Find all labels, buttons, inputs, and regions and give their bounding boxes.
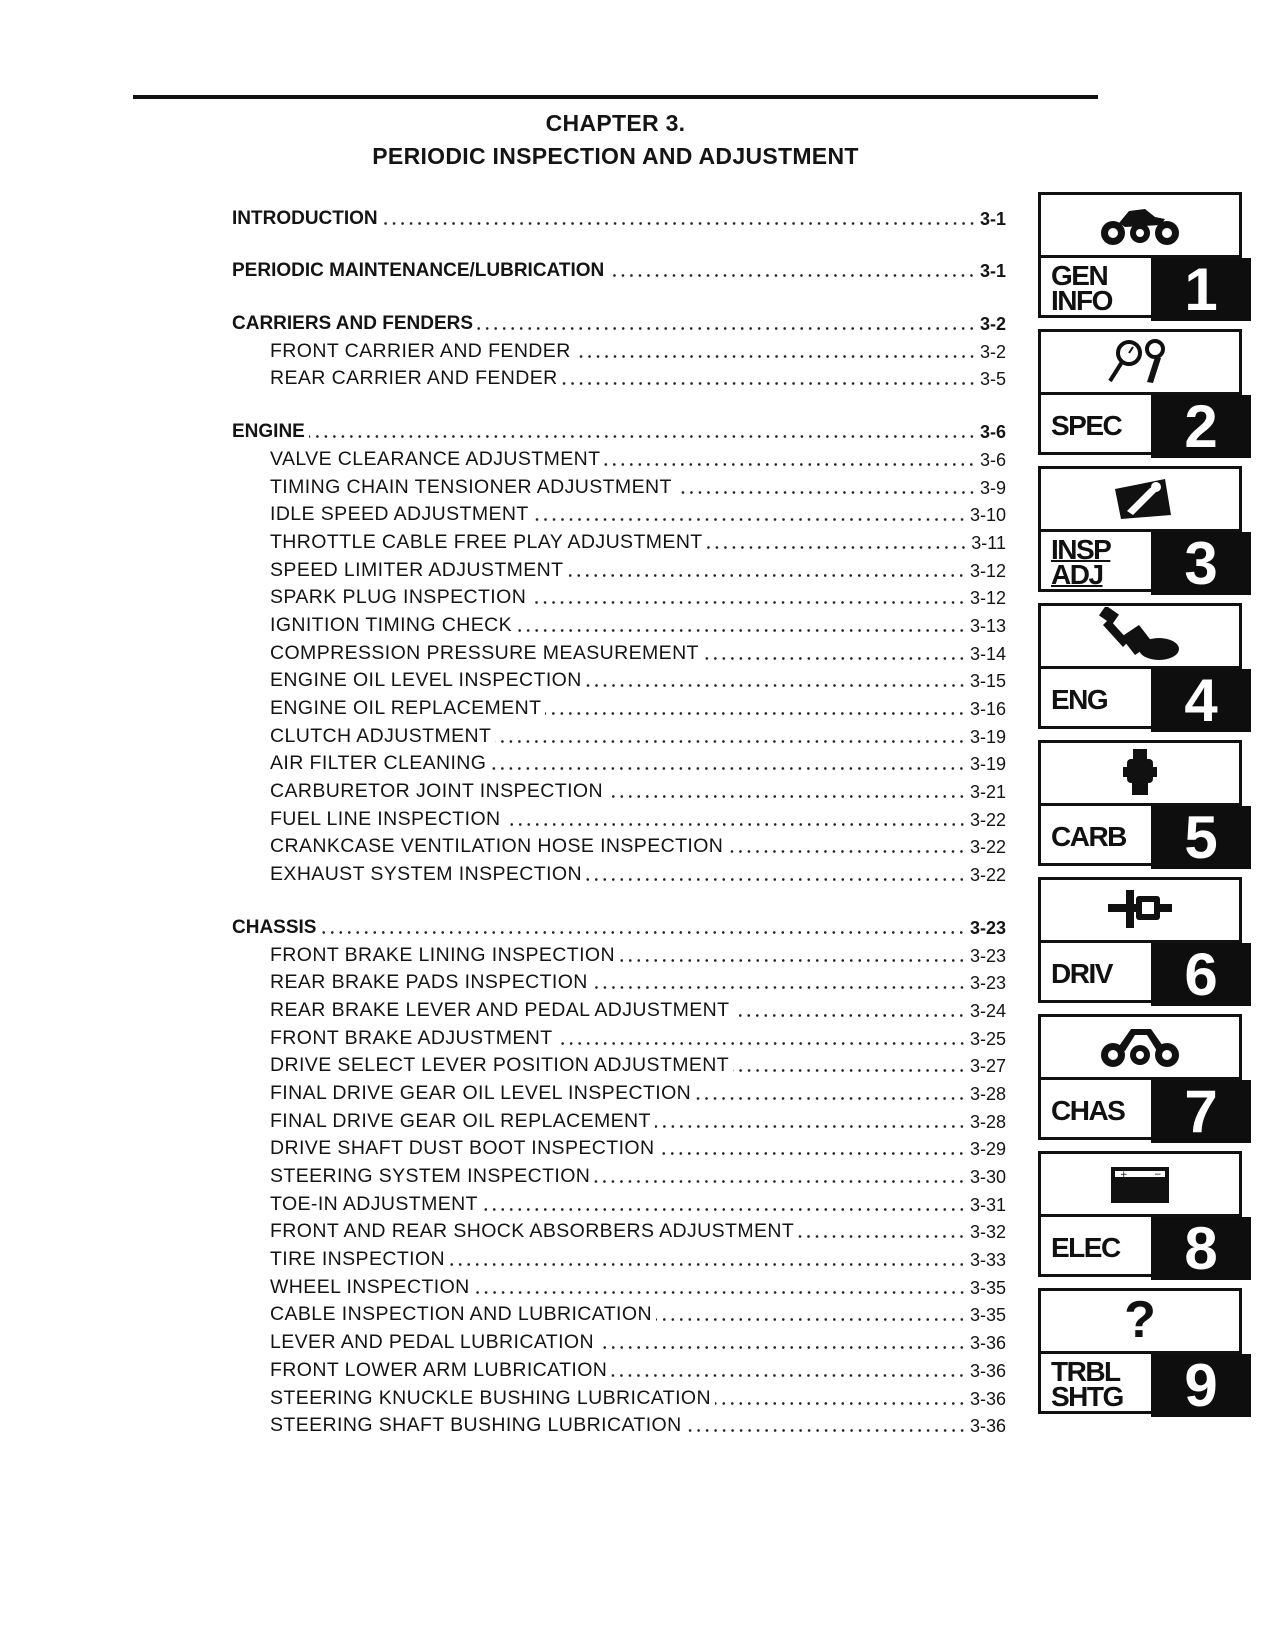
toc-entry-page: 3-19 (969, 754, 1006, 775)
toc-entry-page: 3-2 (979, 341, 1006, 362)
toc-entry-title: WHEEL INSPECTION (270, 1275, 470, 1298)
toc-entry-page: 3-35 (969, 1305, 1006, 1326)
dot-leader (707, 546, 968, 549)
toc-entry[interactable] (232, 499, 1006, 527)
toc-entry-title: FRONT BRAKE ADJUSTMENT (270, 1026, 553, 1049)
tab-number: 4 (1151, 669, 1251, 732)
toc-entry-title: REAR BRAKE LEVER AND PEDAL ADJUSTMENT (270, 998, 730, 1021)
dot-leader (598, 1346, 966, 1349)
toc-entry-page: 3-6 (979, 449, 1006, 470)
toc-entry-page: 3-14 (969, 643, 1006, 664)
section-tabs (1038, 192, 1250, 1425)
tab-label-line: CARB (1051, 820, 1126, 852)
toc-entry-title: FINAL DRIVE GEAR OIL REPLACEMENT (270, 1109, 651, 1132)
section-tab-2[interactable] (1038, 329, 1250, 460)
dot-leader (715, 1402, 966, 1405)
tab-frame (1038, 1151, 1242, 1282)
toc-entry-title: ENGINE (232, 421, 305, 443)
dot-leader (727, 850, 966, 853)
tab-number: 3 (1151, 532, 1251, 595)
dot-leader (562, 382, 976, 385)
dot-leader (586, 878, 966, 881)
toc-entry-title: FINAL DRIVE GEAR OIL LEVEL INSPECTION (270, 1081, 692, 1104)
toc-entry-page: 3-29 (969, 1139, 1006, 1160)
toc-entry[interactable] (232, 1410, 1006, 1438)
toc-entry-title: LEVER AND PEDAL LUBRICATION (270, 1331, 594, 1354)
toc-group (232, 307, 1006, 390)
toc-entry-page: 3-11 (971, 532, 1006, 553)
tab-label-line: TRBL (1051, 1356, 1120, 1387)
toc-entry[interactable] (232, 720, 1006, 748)
tab-label-line: ADJ (1051, 559, 1103, 590)
toc-entry[interactable] (232, 335, 1006, 363)
toc-section-heading[interactable] (232, 255, 1006, 283)
section-tab-5[interactable] (1038, 740, 1250, 871)
toc-entry-title: FUEL LINE INSPECTION (270, 807, 501, 830)
dot-leader (505, 823, 966, 826)
toc-entry[interactable] (232, 609, 1006, 637)
toc-entry-page: 3-10 (969, 505, 1006, 526)
tab-label-row (1041, 803, 1239, 871)
tab-frame (1038, 1014, 1242, 1145)
dot-leader (655, 1125, 966, 1128)
toc-section-heading[interactable] (232, 202, 1006, 230)
tab-number: 2 (1151, 395, 1251, 458)
toc-entry-title: CLUTCH ADJUSTMENT (270, 724, 492, 747)
toc-entry-page: 3-30 (969, 1167, 1006, 1187)
tab-label (1051, 806, 1126, 866)
toc-entry[interactable] (232, 363, 1006, 391)
dot-leader (477, 327, 976, 330)
toc-entry-page: 3-27 (969, 1056, 1006, 1077)
tab-frame (1038, 466, 1242, 597)
dot-leader (530, 601, 966, 604)
toc-entry[interactable] (232, 831, 1006, 859)
toc-entry-title: CRANKCASE VENTILATION HOSE INSPECTION (270, 835, 724, 858)
dot-leader (490, 767, 966, 770)
tools-icon (1041, 332, 1239, 390)
tab-number: 1 (1151, 258, 1251, 321)
section-tab-9[interactable] (1038, 1288, 1250, 1419)
toc-entry-page: 3-23 (969, 917, 1006, 938)
toc-group (232, 202, 1006, 230)
chapter-title: PERIODIC INSPECTION AND ADJUSTMENT (372, 143, 859, 169)
toc-entry-title: STEERING SYSTEM INSPECTION (270, 1165, 591, 1187)
toc-entry[interactable] (232, 1105, 1006, 1133)
tab-label-row (1041, 666, 1239, 734)
toc-entry-title: EXHAUST SYSTEM INSPECTION (270, 863, 582, 886)
toc-entry-title: ENGINE OIL LEVEL INSPECTION (270, 669, 582, 692)
toc-entry[interactable] (232, 967, 1006, 995)
toc-section-heading[interactable] (232, 415, 1006, 443)
dot-leader (608, 274, 976, 277)
toc-entry-page: 3-32 (969, 1222, 1006, 1243)
toc-entry-page: 3-24 (969, 1000, 1006, 1021)
toc-entry-page: 3-35 (969, 1277, 1006, 1298)
toc-entry[interactable] (232, 1160, 1006, 1188)
toc-entry[interactable] (232, 1354, 1006, 1382)
toc-entry[interactable] (232, 1299, 1006, 1327)
toc-entry-page: 3-1 (979, 208, 1006, 229)
toc-entry-title: DRIVE SELECT LEVER POSITION ADJUSTMENT (270, 1054, 730, 1077)
toc-entry[interactable] (232, 554, 1006, 582)
toc-entry[interactable] (232, 1077, 1006, 1105)
question-icon: ? (1124, 1291, 1156, 1349)
tab-label-line: ELEC (1051, 1231, 1120, 1263)
toc-entry-page: 3-1 (979, 261, 1006, 282)
toc-entry[interactable] (232, 1050, 1006, 1078)
toc-entry-title: ENGINE OIL REPLACEMENT (270, 697, 542, 719)
toc-group (232, 415, 1006, 886)
dot-leader (474, 1291, 966, 1294)
toc-entry-title: FRONT LOWER ARM LUBRICATION (270, 1358, 608, 1381)
toc-entry-title: TOE-IN ADJUSTMENT (270, 1192, 478, 1215)
toc-entry-page: 3-28 (969, 1083, 1006, 1104)
toc-entry-title: TIRE INSPECTION (270, 1248, 446, 1271)
dot-leader (382, 222, 976, 225)
toc-entry[interactable] (232, 858, 1006, 886)
toc-entry[interactable] (232, 665, 1006, 693)
toc-entry-page: 3-6 (979, 422, 1006, 443)
tab-label (1051, 1080, 1124, 1140)
tab-label-line: CHAS (1051, 1094, 1125, 1126)
toc-entry-page: 3-22 (969, 865, 1006, 886)
toc-entry-title: SPEED LIMITER ADJUSTMENT (270, 558, 564, 581)
tab-label (1051, 1217, 1120, 1277)
chapter-number: CHAPTER 3. (545, 110, 686, 136)
toc-entry-page: 3-13 (969, 615, 1006, 636)
toc-group (232, 911, 1006, 1437)
tab-number: 9 (1151, 1354, 1251, 1417)
toc-entry-page: 3-23 (969, 973, 1006, 994)
svg-text:+: + (1120, 1170, 1128, 1180)
tab-label (1051, 669, 1107, 729)
toc-entry-page: 3-12 (969, 560, 1006, 581)
dot-leader (656, 1318, 966, 1321)
tab-label-row (1041, 1351, 1239, 1419)
tab-frame (1038, 329, 1242, 460)
tab-number: 8 (1151, 1217, 1251, 1280)
toc-entry-page: 3-36 (969, 1416, 1006, 1437)
dot-leader (798, 1235, 966, 1238)
toc-entry[interactable] (232, 1326, 1006, 1354)
toc-entry[interactable] (232, 939, 1006, 967)
toc-entry-title: REAR CARRIER AND FENDER (270, 367, 558, 390)
toc-entry-title: FRONT BRAKE LINING INSPECTION (270, 943, 615, 966)
toc-entry-page: 3-22 (969, 809, 1006, 830)
toc-entry[interactable] (232, 1022, 1006, 1050)
toc-entry-title: STEERING SHAFT BUSHING LUBRICATION (270, 1414, 682, 1437)
tab-label-line: GEN (1051, 260, 1108, 291)
dot-leader (449, 1263, 966, 1266)
toc-entry-title: IGNITION TIMING CHECK (270, 613, 513, 636)
toc-entry-page: 3-12 (969, 588, 1006, 609)
svg-text:−: − (1154, 1170, 1162, 1180)
toc-entry[interactable] (232, 994, 1006, 1022)
dot-leader (586, 684, 966, 687)
toc-entry-page: 3-36 (969, 1360, 1006, 1381)
toc-entry-page: 3-28 (969, 1111, 1006, 1132)
atv-icon (1041, 195, 1239, 253)
toc-entry[interactable] (232, 471, 1006, 499)
toc-entry-page: 3-23 (969, 945, 1006, 966)
toc-entry[interactable] (232, 775, 1006, 803)
toc-entry[interactable] (232, 748, 1006, 776)
dot-leader (567, 574, 965, 577)
tab-label-line: INSP (1051, 534, 1111, 565)
dot-leader (594, 1180, 966, 1183)
toc-entry[interactable] (232, 526, 1006, 554)
toc-entry-page: 3-25 (969, 1028, 1006, 1049)
toc-entry-title: FRONT AND REAR SHOCK ABSORBERS ADJUSTMENT (270, 1220, 795, 1243)
tab-frame (1038, 192, 1242, 323)
toc-entry-title: VALVE CLEARANCE ADJUSTMENT (270, 447, 601, 470)
toc-entry[interactable] (232, 1133, 1006, 1161)
dot-leader (619, 959, 966, 962)
toc-entry-title: CARRIERS AND FENDERS (232, 313, 474, 335)
dot-leader (695, 1097, 966, 1100)
dot-leader (604, 463, 976, 466)
dot-leader (516, 629, 966, 632)
chassis-icon (1041, 1017, 1239, 1075)
toc-entry-page: 3-9 (979, 477, 1006, 498)
dot-leader (676, 491, 976, 494)
toc-entry-title: REAR BRAKE PADS INSPECTION (270, 971, 588, 994)
dot-leader (611, 1374, 966, 1377)
toc-entry[interactable] (232, 582, 1006, 610)
section-tab-8[interactable] (1038, 1151, 1250, 1282)
tab-frame (1038, 1288, 1242, 1419)
dot-leader (733, 1014, 966, 1017)
tab-label-line: INFO (1051, 285, 1112, 316)
dot-leader (607, 795, 966, 798)
toc-entry-title: PERIODIC MAINTENANCE/LUBRICATION (232, 260, 605, 282)
toc-section-heading[interactable] (232, 307, 1006, 335)
toc-entry-title: SPARK PLUG INSPECTION (270, 586, 527, 609)
dot-leader (658, 1152, 966, 1155)
dot-leader (733, 1069, 966, 1072)
dot-leader (482, 1208, 966, 1211)
toc-entry[interactable] (232, 1382, 1006, 1410)
toc-entry-page: 3-5 (979, 369, 1006, 390)
toc-entry[interactable] (232, 692, 1006, 720)
toc-entry[interactable] (232, 803, 1006, 831)
toc-entry[interactable] (232, 1243, 1006, 1271)
tab-label-row (1041, 529, 1239, 597)
toc-entry-title: TIMING CHAIN TENSIONER ADJUSTMENT (270, 475, 672, 498)
dot-leader (686, 1429, 966, 1432)
toc-entry-title: CHASSIS (232, 916, 317, 938)
wrench-icon (1041, 469, 1239, 527)
tab-label (1051, 943, 1112, 1003)
tab-label (1051, 258, 1112, 318)
toc-entry-page: 3-15 (969, 671, 1006, 692)
top-rule (133, 95, 1098, 99)
tab-label-line: SHTG (1051, 1381, 1123, 1412)
tab-frame (1038, 740, 1242, 871)
toc-entry-title: INTRODUCTION (232, 207, 378, 229)
dot-leader (533, 518, 966, 521)
toc-section-heading[interactable] (232, 911, 1006, 939)
toc-entry-page: 3-2 (979, 314, 1006, 335)
toc-entry-title: COMPRESSION PRESSURE MEASUREMENT (270, 641, 699, 664)
toc-entry-page: 3-36 (969, 1333, 1006, 1354)
tab-label-row (1041, 392, 1239, 460)
engine-icon (1041, 606, 1239, 664)
toc-entry-title: DRIVE SHAFT DUST BOOT INSPECTION (270, 1137, 655, 1160)
toc-entry-title: CABLE INSPECTION AND LUBRICATION (270, 1303, 652, 1326)
dot-leader (545, 712, 966, 715)
toc-entry-title: CARBURETOR JOINT INSPECTION (270, 780, 603, 803)
table-of-contents (232, 202, 1006, 1462)
tab-label-line: SPEC (1051, 409, 1122, 441)
section-tab-1[interactable] (1038, 192, 1250, 323)
tab-label-line: DRIV (1051, 957, 1112, 989)
tab-label-line: ENG (1051, 683, 1108, 715)
tab-label-row (1041, 1214, 1239, 1282)
drive-shaft-icon (1041, 880, 1239, 938)
toc-entry-page: 3-21 (969, 782, 1006, 803)
dot-leader (309, 435, 976, 438)
toc-group (232, 255, 1006, 283)
dot-leader (320, 931, 966, 934)
toc-entry-title: IDLE SPEED ADJUSTMENT (270, 503, 529, 526)
dot-leader (592, 986, 966, 989)
toc-entry-page: 3-16 (969, 699, 1006, 719)
toc-entry[interactable] (232, 1271, 1006, 1299)
toc-entry-title: AIR FILTER CLEANING (270, 752, 487, 775)
toc-entry-title: STEERING KNUCKLE BUSHING LUBRICATION (270, 1386, 711, 1409)
dot-leader (575, 355, 976, 358)
tab-label (1051, 532, 1110, 592)
tab-number: 5 (1151, 806, 1251, 869)
toc-entry-page: 3-33 (969, 1250, 1006, 1271)
toc-entry[interactable] (232, 443, 1006, 471)
tab-number: 6 (1151, 943, 1251, 1006)
toc-entry-page: 3-22 (969, 837, 1006, 858)
toc-entry[interactable] (232, 1188, 1006, 1216)
toc-entry-title: FRONT CARRIER AND FENDER (270, 339, 571, 362)
tab-frame (1038, 877, 1242, 1008)
tab-frame (1038, 603, 1242, 734)
tab-label (1051, 1354, 1123, 1414)
tab-label (1051, 395, 1121, 455)
carburetor-icon (1041, 743, 1239, 801)
section-tab-3[interactable] (1038, 466, 1250, 597)
dot-leader (703, 657, 966, 660)
toc-entry[interactable] (232, 637, 1006, 665)
toc-entry-page: 3-19 (969, 726, 1006, 747)
tab-label-row (1041, 940, 1239, 1008)
dot-leader (495, 740, 966, 743)
dot-leader (557, 1042, 966, 1045)
toc-entry-title: THROTTLE CABLE FREE PLAY ADJUSTMENT (270, 530, 703, 553)
tab-label-row (1041, 255, 1239, 323)
toc-entry[interactable] (232, 1216, 1006, 1244)
section-tab-4[interactable] (1038, 603, 1250, 734)
battery-icon (1041, 1154, 1239, 1212)
tab-number: 7 (1151, 1080, 1251, 1143)
tab-label-row (1041, 1077, 1239, 1145)
section-tab-6[interactable] (1038, 877, 1250, 1008)
section-tab-7[interactable] (1038, 1014, 1250, 1145)
toc-entry-page: 3-36 (969, 1388, 1006, 1409)
toc-entry-page: 3-31 (969, 1194, 1006, 1215)
